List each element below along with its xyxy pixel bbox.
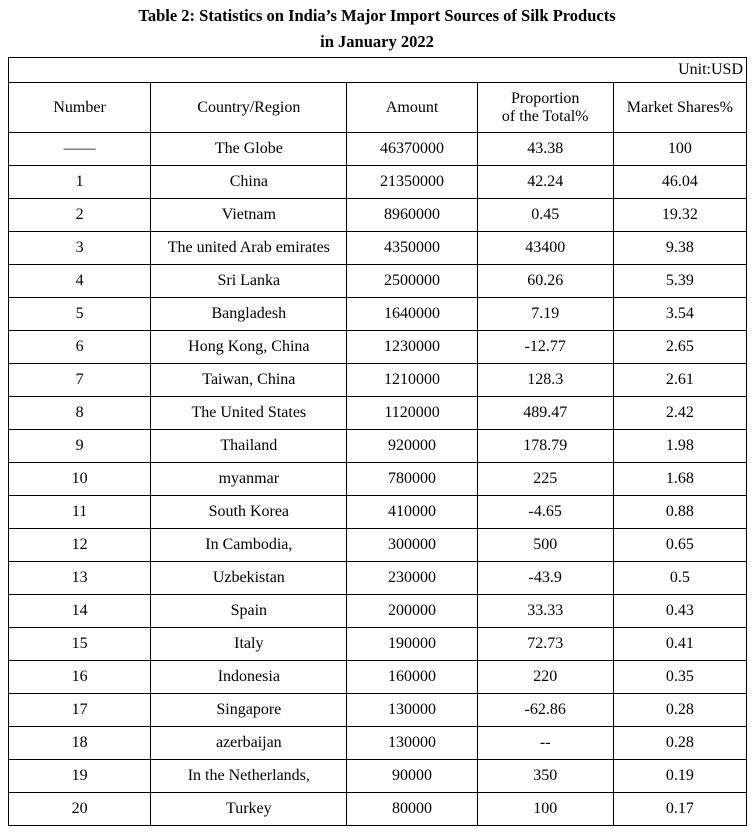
table-row [9, 133, 747, 166]
table-row [9, 727, 747, 760]
cell-proportion: 489.47 [477, 397, 613, 430]
cell-market-share: 9.38 [613, 232, 746, 265]
table-row [9, 760, 747, 793]
table-row [9, 661, 747, 694]
cell-country: Taiwan, China [151, 364, 347, 397]
cell-proportion: 128.3 [477, 364, 613, 397]
cell-proportion: 43.38 [477, 133, 613, 166]
cell-amount: 190000 [347, 628, 477, 661]
table-row [9, 166, 747, 199]
cell-amount: 300000 [347, 529, 477, 562]
cell-amount: 4350000 [347, 232, 477, 265]
cell-amount: 200000 [347, 595, 477, 628]
header-number: Number [9, 83, 151, 133]
cell-proportion: 42.24 [477, 166, 613, 199]
cell-number: 12 [9, 529, 151, 562]
cell-country: Turkey [151, 793, 347, 826]
cell-country: myanmar [151, 463, 347, 496]
table-row [9, 199, 747, 232]
table-row [9, 595, 747, 628]
table-row [9, 793, 747, 826]
cell-number: 7 [9, 364, 151, 397]
cell-number: 19 [9, 760, 151, 793]
table-row [9, 628, 747, 661]
table-row [9, 232, 747, 265]
cell-amount: 80000 [347, 793, 477, 826]
cell-number: 20 [9, 793, 151, 826]
cell-number: 5 [9, 298, 151, 331]
unit-row [9, 58, 747, 83]
cell-number: 6 [9, 331, 151, 364]
header-proportion-line-2: of the Total% [501, 107, 589, 125]
cell-country: The United States [151, 397, 347, 430]
cell-country: azerbaijan [151, 727, 347, 760]
cell-country: Spain [151, 595, 347, 628]
cell-country: Indonesia [151, 661, 347, 694]
cell-country: The Globe [151, 133, 347, 166]
table-row [9, 364, 747, 397]
cell-amount: 920000 [347, 430, 477, 463]
cell-market-share: 100 [613, 133, 746, 166]
cell-market-share: 1.68 [613, 463, 746, 496]
cell-proportion: 350 [477, 760, 613, 793]
cell-proportion: 72.73 [477, 628, 613, 661]
cell-market-share: 0.17 [613, 793, 746, 826]
cell-amount: 410000 [347, 496, 477, 529]
cell-amount: 1640000 [347, 298, 477, 331]
cell-proportion: 220 [477, 661, 613, 694]
cell-proportion: 7.19 [477, 298, 613, 331]
title-line-2: in January 2022 [320, 32, 434, 51]
cell-amount: 780000 [347, 463, 477, 496]
cell-proportion: 100 [477, 793, 613, 826]
table-row [9, 298, 747, 331]
header-amount: Amount [347, 83, 477, 133]
cell-proportion: -12.77 [477, 331, 613, 364]
cell-number: 16 [9, 661, 151, 694]
table-row [9, 562, 747, 595]
cell-market-share: 0.41 [613, 628, 746, 661]
table-row [9, 694, 747, 727]
header-country: Country/Region [151, 83, 347, 133]
cell-country: In Cambodia, [151, 529, 347, 562]
cell-proportion: -4.65 [477, 496, 613, 529]
header-market-share: Market Shares% [613, 83, 746, 133]
cell-country: Uzbekistan [151, 562, 347, 595]
cell-market-share: 1.98 [613, 430, 746, 463]
cell-number: 17 [9, 694, 151, 727]
table-row [9, 496, 747, 529]
cell-country: Thailand [151, 430, 347, 463]
cell-country: Hong Kong, China [151, 331, 347, 364]
cell-country: China [151, 166, 347, 199]
cell-country: South Korea [151, 496, 347, 529]
table-row [9, 529, 747, 562]
cell-amount: 230000 [347, 562, 477, 595]
cell-market-share: 46.04 [613, 166, 746, 199]
cell-proportion: -- [477, 727, 613, 760]
cell-proportion: 500 [477, 529, 613, 562]
table-row [9, 430, 747, 463]
header-proportion-line-1: Proportion [510, 89, 580, 107]
cell-market-share: 2.65 [613, 331, 746, 364]
cell-market-share: 0.35 [613, 661, 746, 694]
table-title [0, 0, 754, 55]
cell-country: In the Netherlands, [151, 760, 347, 793]
cell-market-share: 0.28 [613, 694, 746, 727]
cell-market-share: 19.32 [613, 199, 746, 232]
cell-amount: 1210000 [347, 364, 477, 397]
cell-number: 10 [9, 463, 151, 496]
cell-proportion: 60.26 [477, 265, 613, 298]
cell-country: Singapore [151, 694, 347, 727]
cell-market-share: 0.19 [613, 760, 746, 793]
cell-number: 13 [9, 562, 151, 595]
cell-country: The united Arab emirates [151, 232, 347, 265]
cell-number: 11 [9, 496, 151, 529]
table-row [9, 331, 747, 364]
cell-number: 3 [9, 232, 151, 265]
cell-amount: 1120000 [347, 397, 477, 430]
header-proportion [477, 83, 613, 133]
cell-number: —— [9, 133, 151, 166]
cell-market-share: 2.42 [613, 397, 746, 430]
cell-market-share: 0.43 [613, 595, 746, 628]
cell-proportion: 33.33 [477, 595, 613, 628]
table-row [9, 397, 747, 430]
cell-number: 2 [9, 199, 151, 232]
cell-proportion: -43.9 [477, 562, 613, 595]
cell-market-share: 5.39 [613, 265, 746, 298]
cell-amount: 8960000 [347, 199, 477, 232]
cell-number: 15 [9, 628, 151, 661]
cell-proportion: 225 [477, 463, 613, 496]
cell-country: Vietnam [151, 199, 347, 232]
cell-market-share: 0.28 [613, 727, 746, 760]
cell-number: 9 [9, 430, 151, 463]
cell-amount: 130000 [347, 694, 477, 727]
unit-label: Unit:USD [9, 58, 747, 83]
cell-market-share: 0.88 [613, 496, 746, 529]
cell-amount: 160000 [347, 661, 477, 694]
cell-amount: 1230000 [347, 331, 477, 364]
cell-market-share: 0.65 [613, 529, 746, 562]
cell-number: 18 [9, 727, 151, 760]
cell-number: 4 [9, 265, 151, 298]
cell-proportion: 178.79 [477, 430, 613, 463]
header-row [9, 83, 747, 133]
title-line-1: Table 2: Statistics on India’s Major Import Sources of Silk Products [138, 6, 616, 25]
table-row [9, 463, 747, 496]
cell-amount: 46370000 [347, 133, 477, 166]
cell-country: Sri Lanka [151, 265, 347, 298]
cell-proportion: 0.45 [477, 199, 613, 232]
cell-number: 14 [9, 595, 151, 628]
cell-amount: 2500000 [347, 265, 477, 298]
cell-amount: 130000 [347, 727, 477, 760]
cell-market-share: 0.5 [613, 562, 746, 595]
cell-number: 1 [9, 166, 151, 199]
import-sources-table [8, 57, 747, 826]
cell-amount: 90000 [347, 760, 477, 793]
cell-proportion: -62.86 [477, 694, 613, 727]
cell-proportion: 43400 [477, 232, 613, 265]
cell-market-share: 3.54 [613, 298, 746, 331]
cell-market-share: 2.61 [613, 364, 746, 397]
cell-amount: 21350000 [347, 166, 477, 199]
cell-country: Italy [151, 628, 347, 661]
cell-country: Bangladesh [151, 298, 347, 331]
table-row [9, 265, 747, 298]
cell-number: 8 [9, 397, 151, 430]
